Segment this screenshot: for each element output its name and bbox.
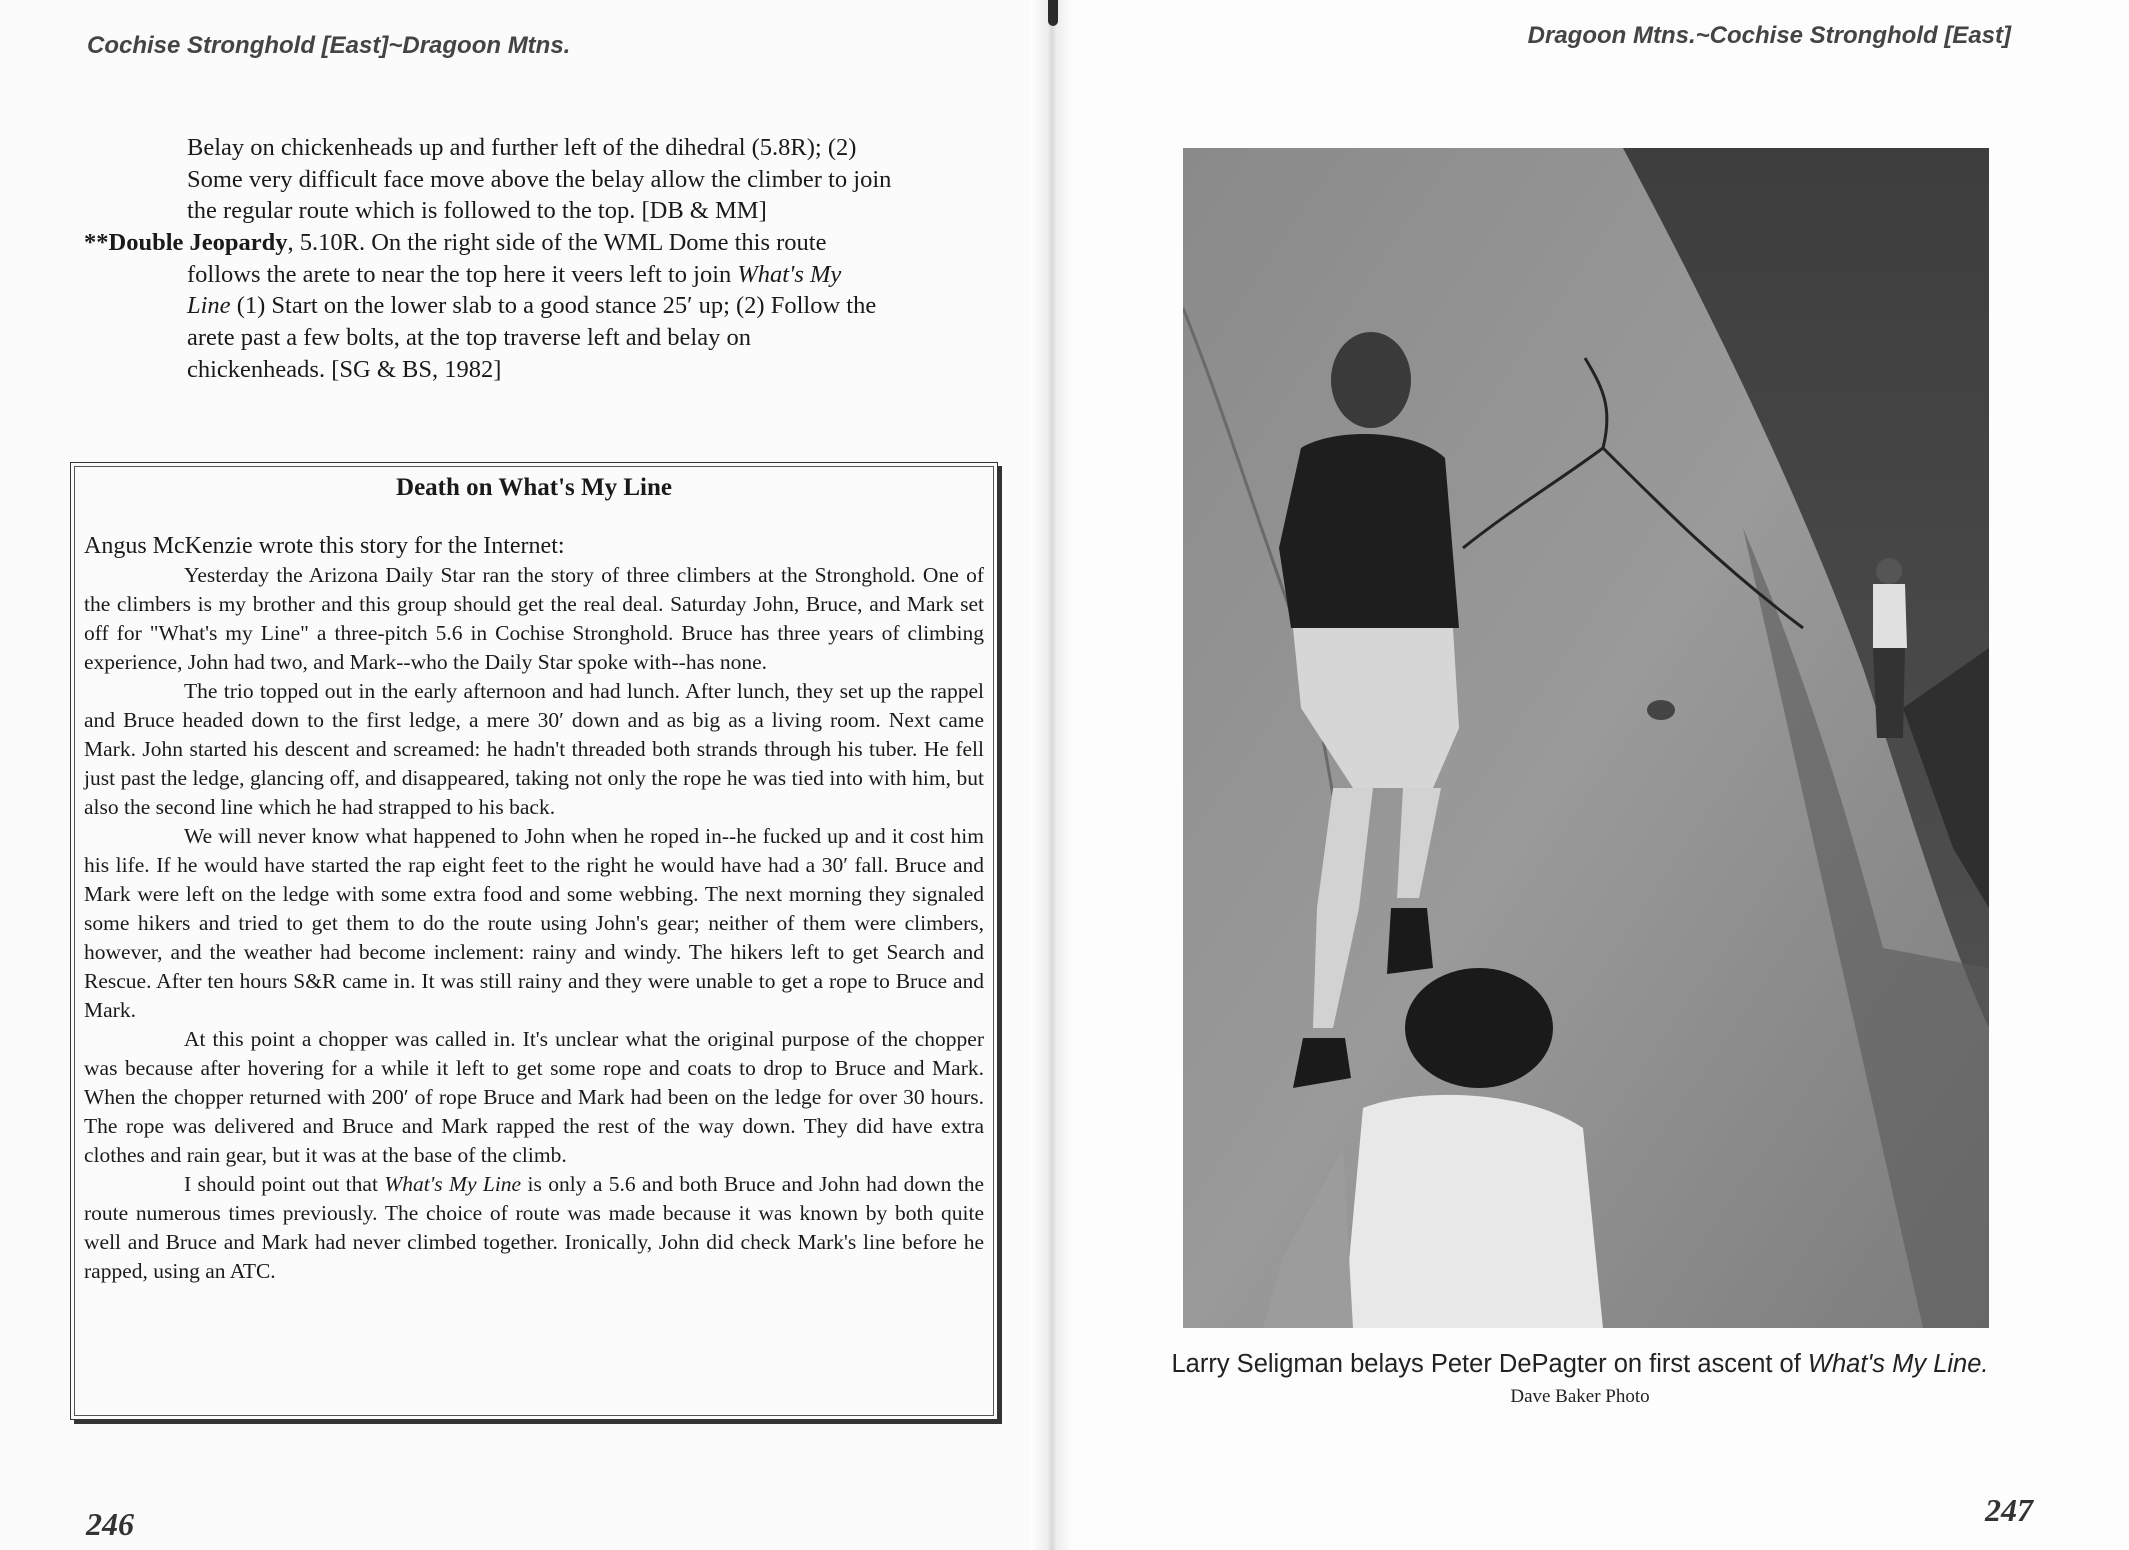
route-entry-continued [84,132,984,227]
entry-line: follows the arete to near the top here it veers left to join What's My [187,260,842,288]
entry-line: Some very difficult face move above the belay allow the climber to join [187,165,892,193]
book-gutter [1030,0,1074,1550]
entry-line: Belay on chickenheads up and further left of the dihedral (5.8R); (2) [187,134,857,161]
sidebar-paragraph: The trio topped out in the early afternoon and had lunch. After lunch, they set up the rappel and Bruce headed down to the first ledge, a mere 30′ down and as big as a living room. Next came Mark. John started his descent and screamed: he hadn't threaded both strands through his tuber. He fell just past the ledge, glancing off, and disappeared, taking not only the rope he was tied into with him, but also the second line which he had strapped to his back. [84,679,984,819]
page-number-left: 246 [86,1506,134,1542]
entry-line: chickenheads. [SG & BS, 1982] [187,355,502,383]
route-stars: ** [84,229,109,256]
entry-line: the regular route which is followed to the top. [DB & MM] [187,197,767,225]
sidebar-title: Death on What's My Line [396,474,672,501]
sidebar-paragraph: We will never know what happened to John when he roped in--he fucked up and it cost him his life. If he would have started the rap eight feet to the right he would have had a 30′ fall. Bruce and Mark were left on the ledge with some extra food and some webbing. The next morning they signaled some hikers and tried to get them to do the route using John's gear; neither of them were climbers, however, and the weather had become inclement: rainy and windy. The hikers left to get Search and Rescue. After ten hours S&R came in. It was still rainy and they were unable to get a rope to Bruce and Mark. [84,824,984,1022]
route-entry-double-jeopardy [84,227,984,386]
entry-line: arete past a few bolts, at the top traverse left and belay on [187,324,751,352]
running-head-right: Dragoon Mtns.~Cochise Stronghold [East] [1527,22,2011,49]
sidebar-paragraph: I should point out that What's My Line is only a 5.6 and both Bruce and John had down the route numerous times previously. The choice of route was made because it was known by both quite well and Bruce and Mark had never climbed together. Ironically, John did check Mark's line before he rapped, using an ATC. [84,1172,984,1283]
photo-credit: Dave Baker Photo [1510,1386,1650,1407]
page-number-right: 247 [1985,1492,2033,1528]
binding-mark [1048,0,1058,26]
sidebar-paragraph: Yesterday the Arizona Daily Star ran the story of three climbers at the Stronghold. One of the climbers is my brother and this group should get the real deal. Saturday John, Bruce, and Mark set off for "What's my Line" a three-pitch 5.6 in Cochise Stronghold. Bruce has three years of climbing experience, John had two, and Mark--who the Daily Star spoke with--has none. [84,563,984,674]
sidebar-box [70,462,998,1420]
photo-caption: Larry Seligman belays Peter DePagter on first ascent of What's My Line. [1171,1350,1989,1378]
entry-line: **Double Jeopardy, 5.10R. On the right side of the WML Dome this route [84,229,827,256]
climbing-photo [1183,148,1989,1328]
sidebar-body [84,531,984,1286]
sidebar-paragraph: At this point a chopper was called in. It's unclear what the original purpose of the chopper was because after hovering for a while it left to get some rope and coats to drop to Bruce and Mark. When the chopper returned with 200′ of rope Bruce and Mark had been on the ledge for over 30 hours. The rope was delivered and Bruce and Mark rapped the rest of the way down. They did have extra clothes and rain gear, but it was at the base of the climb. [84,1027,984,1167]
sidebar-intro: Angus McKenzie wrote this story for the Internet: [84,533,565,559]
running-head-left: Cochise Stronghold [East]~Dragoon Mtns. [87,32,571,59]
route-name: Double Jeopardy [108,229,288,256]
photo-illustration [1183,148,1989,1328]
entry-line: Line (1) Start on the lower slab to a good stance 25′ up; (2) Follow the [187,292,877,320]
